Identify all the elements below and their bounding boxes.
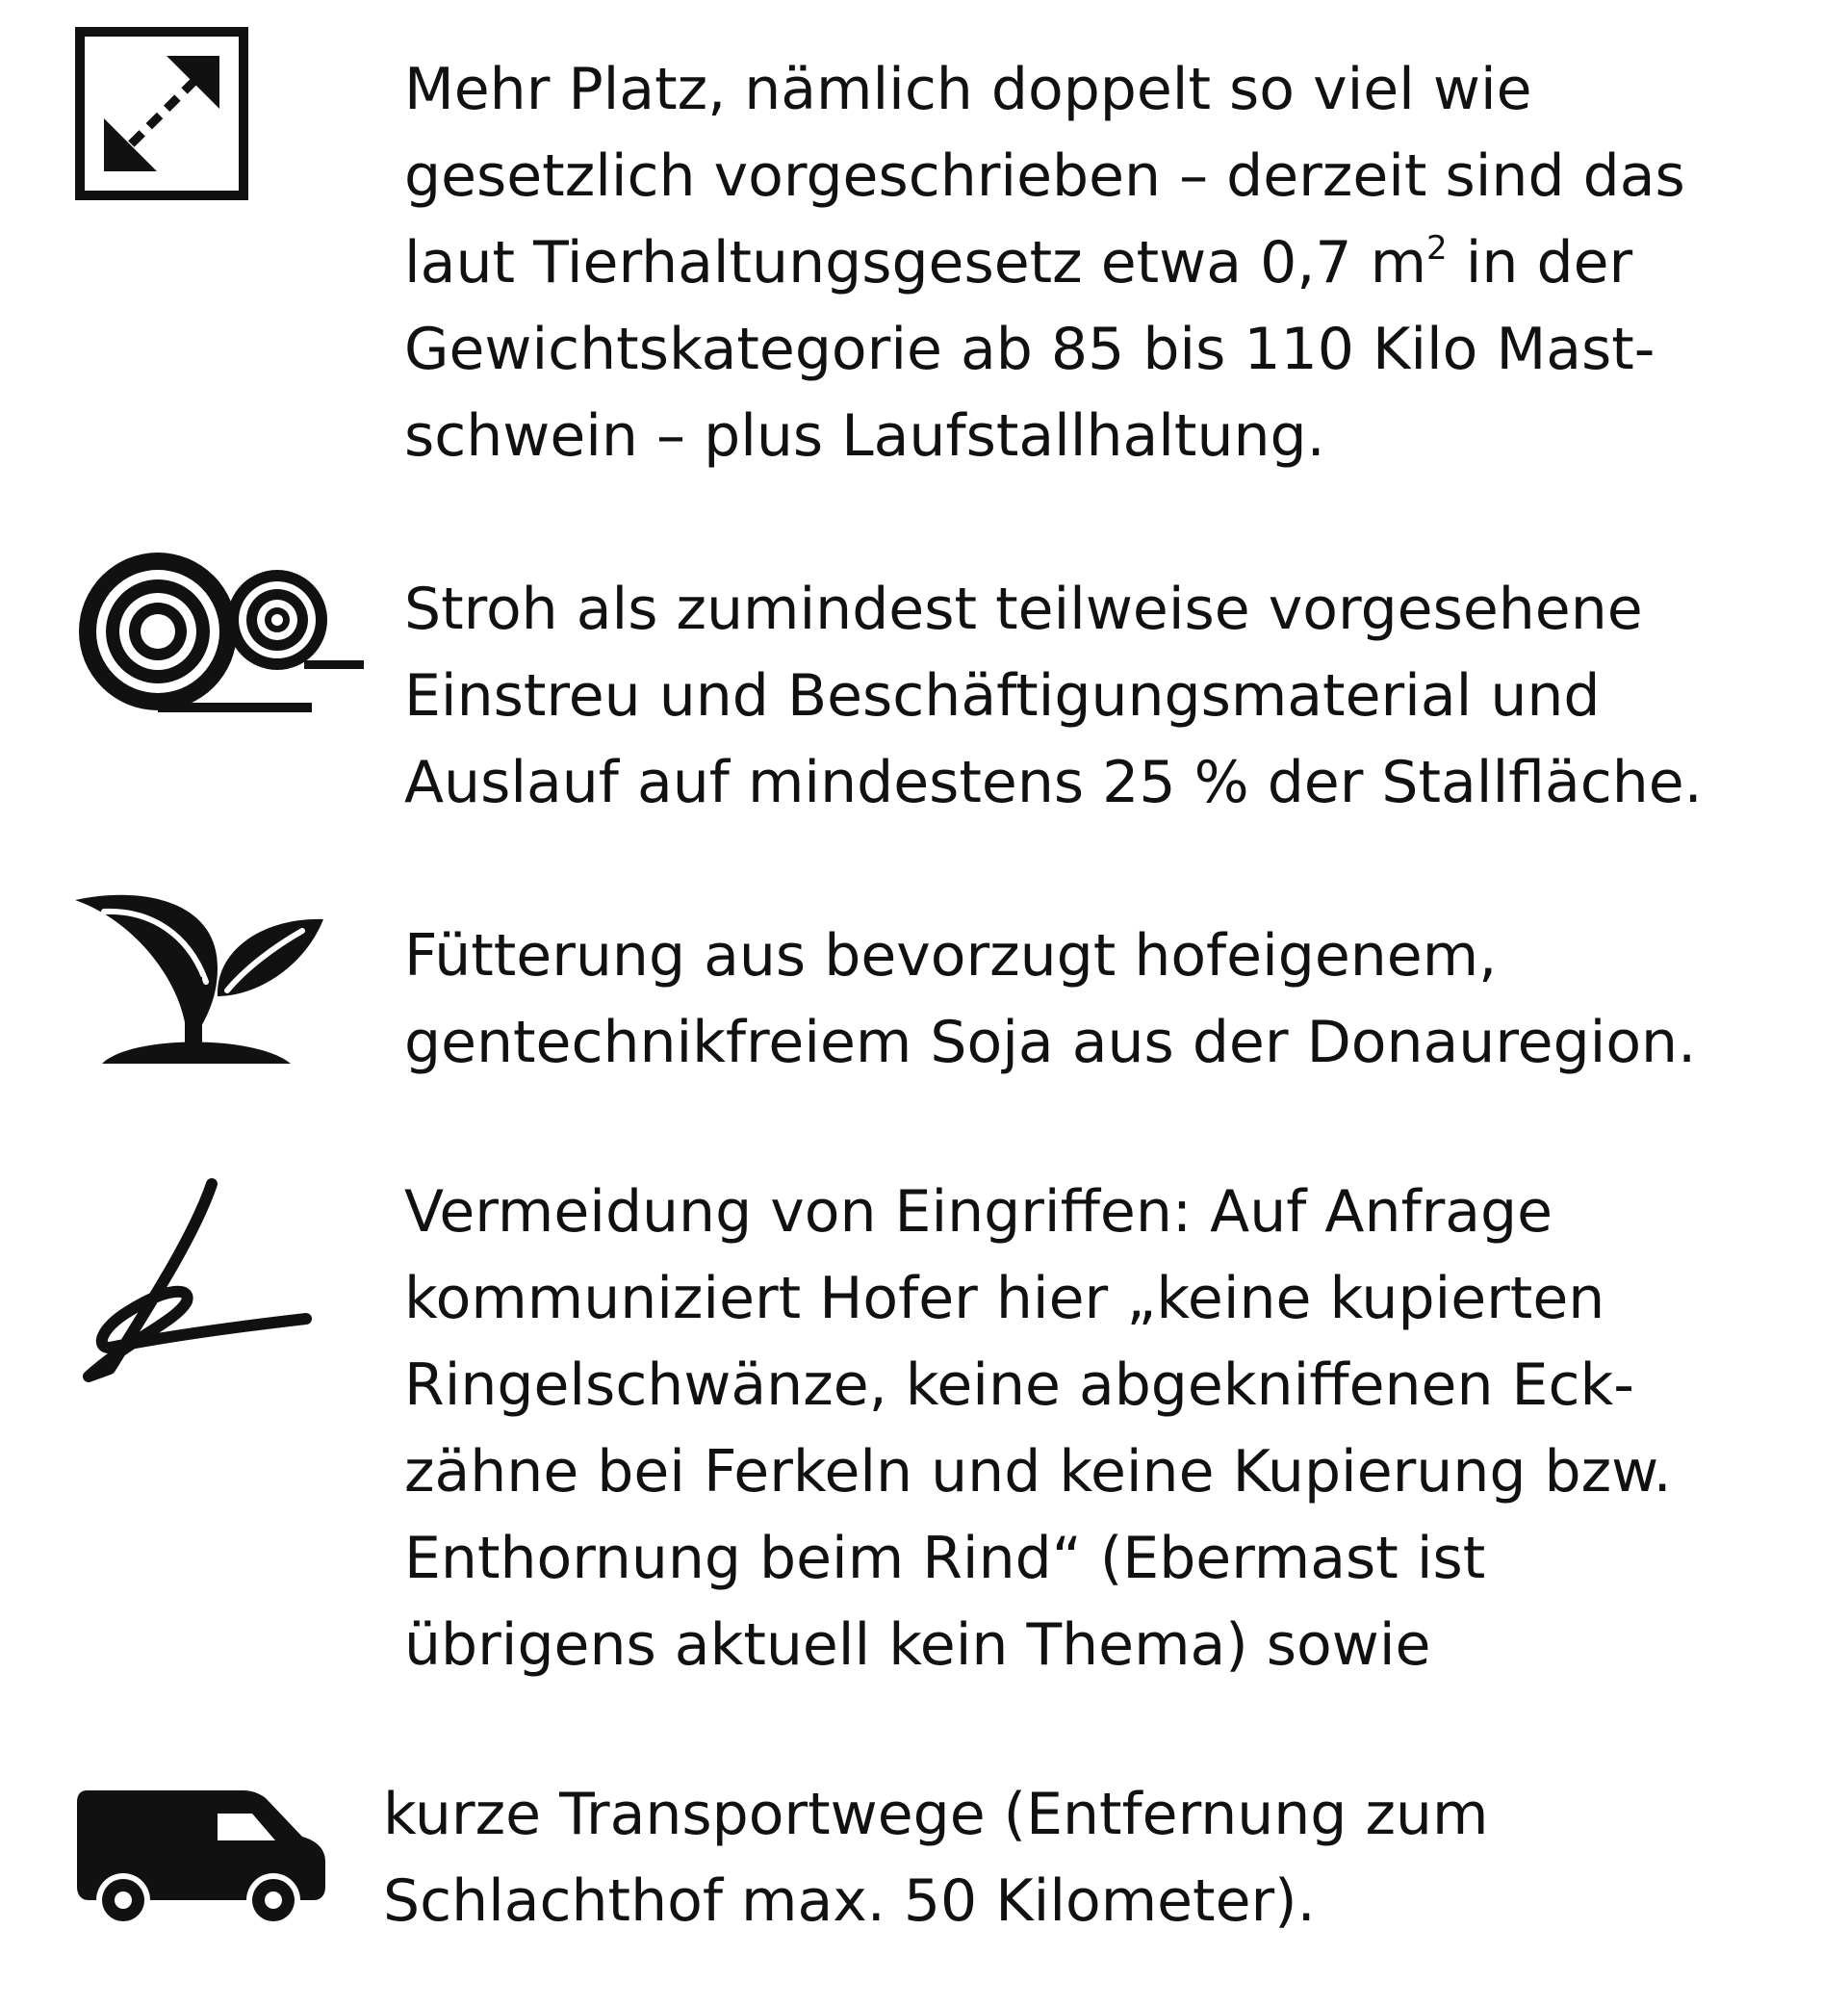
item-3-text [404, 913, 1819, 1086]
text-line: zähne bei Ferkeln und keine Kupierung bzw. [404, 1438, 1672, 1505]
item-2-text [404, 566, 1819, 826]
text-line: Mehr Platz, nämlich doppelt so viel wie [404, 56, 1532, 123]
superscript: 2 [1426, 229, 1448, 268]
text-line: Auslauf auf mindestens 25 % der Stallfläche. [404, 749, 1703, 816]
seedling-icon [73, 890, 325, 1064]
item-5-text [383, 1771, 1798, 1944]
transport-van-icon [73, 1779, 329, 1933]
text-line: Enthornung beim Rind“ (Ebermast ist [404, 1525, 1486, 1592]
text-line: gentechnikfreiem Soja aus der Donauregion. [404, 1009, 1697, 1076]
text-line: gesetzlich vorgeschrieben – derzeit sind das [404, 142, 1685, 210]
text-segment: in der [1447, 229, 1633, 296]
text-line: kommuniziert Hofer hier „keine kupierten [404, 1265, 1605, 1332]
item-1-text [404, 46, 1819, 479]
text-line: Stroh als zumindest teilweise vorgesehene [404, 576, 1643, 643]
text-line: Gewichtskategorie ab 85 bis 110 Kilo Mast- [404, 316, 1656, 383]
text-line [404, 219, 1819, 306]
straw-roll-icon [73, 547, 366, 722]
item-4-text [404, 1169, 1819, 1688]
text-line: schwein – plus Laufstallhaltung. [404, 402, 1325, 470]
text-line: kurze Transportwege (Entfernung zum [383, 1781, 1489, 1848]
text-line: Vermeidung von Eingriffen: Auf Anfrage [404, 1178, 1553, 1246]
pig-tail-icon [71, 1176, 316, 1382]
text-line: Ringelschwänze, keine abgekniffenen Eck- [404, 1351, 1634, 1419]
text-line: übrigens aktuell kein Thema) sowie [404, 1611, 1431, 1679]
text-line: Schlachthof max. 50 Kilometer). [383, 1867, 1316, 1935]
text-segment: laut Tierhaltungsgesetz etwa 0,7 m [404, 229, 1427, 296]
text-line: Fütterung aus bevorzugt hofeigenem, [404, 922, 1498, 990]
expand-arrows-icon [75, 27, 248, 200]
text-line: Einstreu und Beschäftigungsmaterial und [404, 662, 1601, 730]
